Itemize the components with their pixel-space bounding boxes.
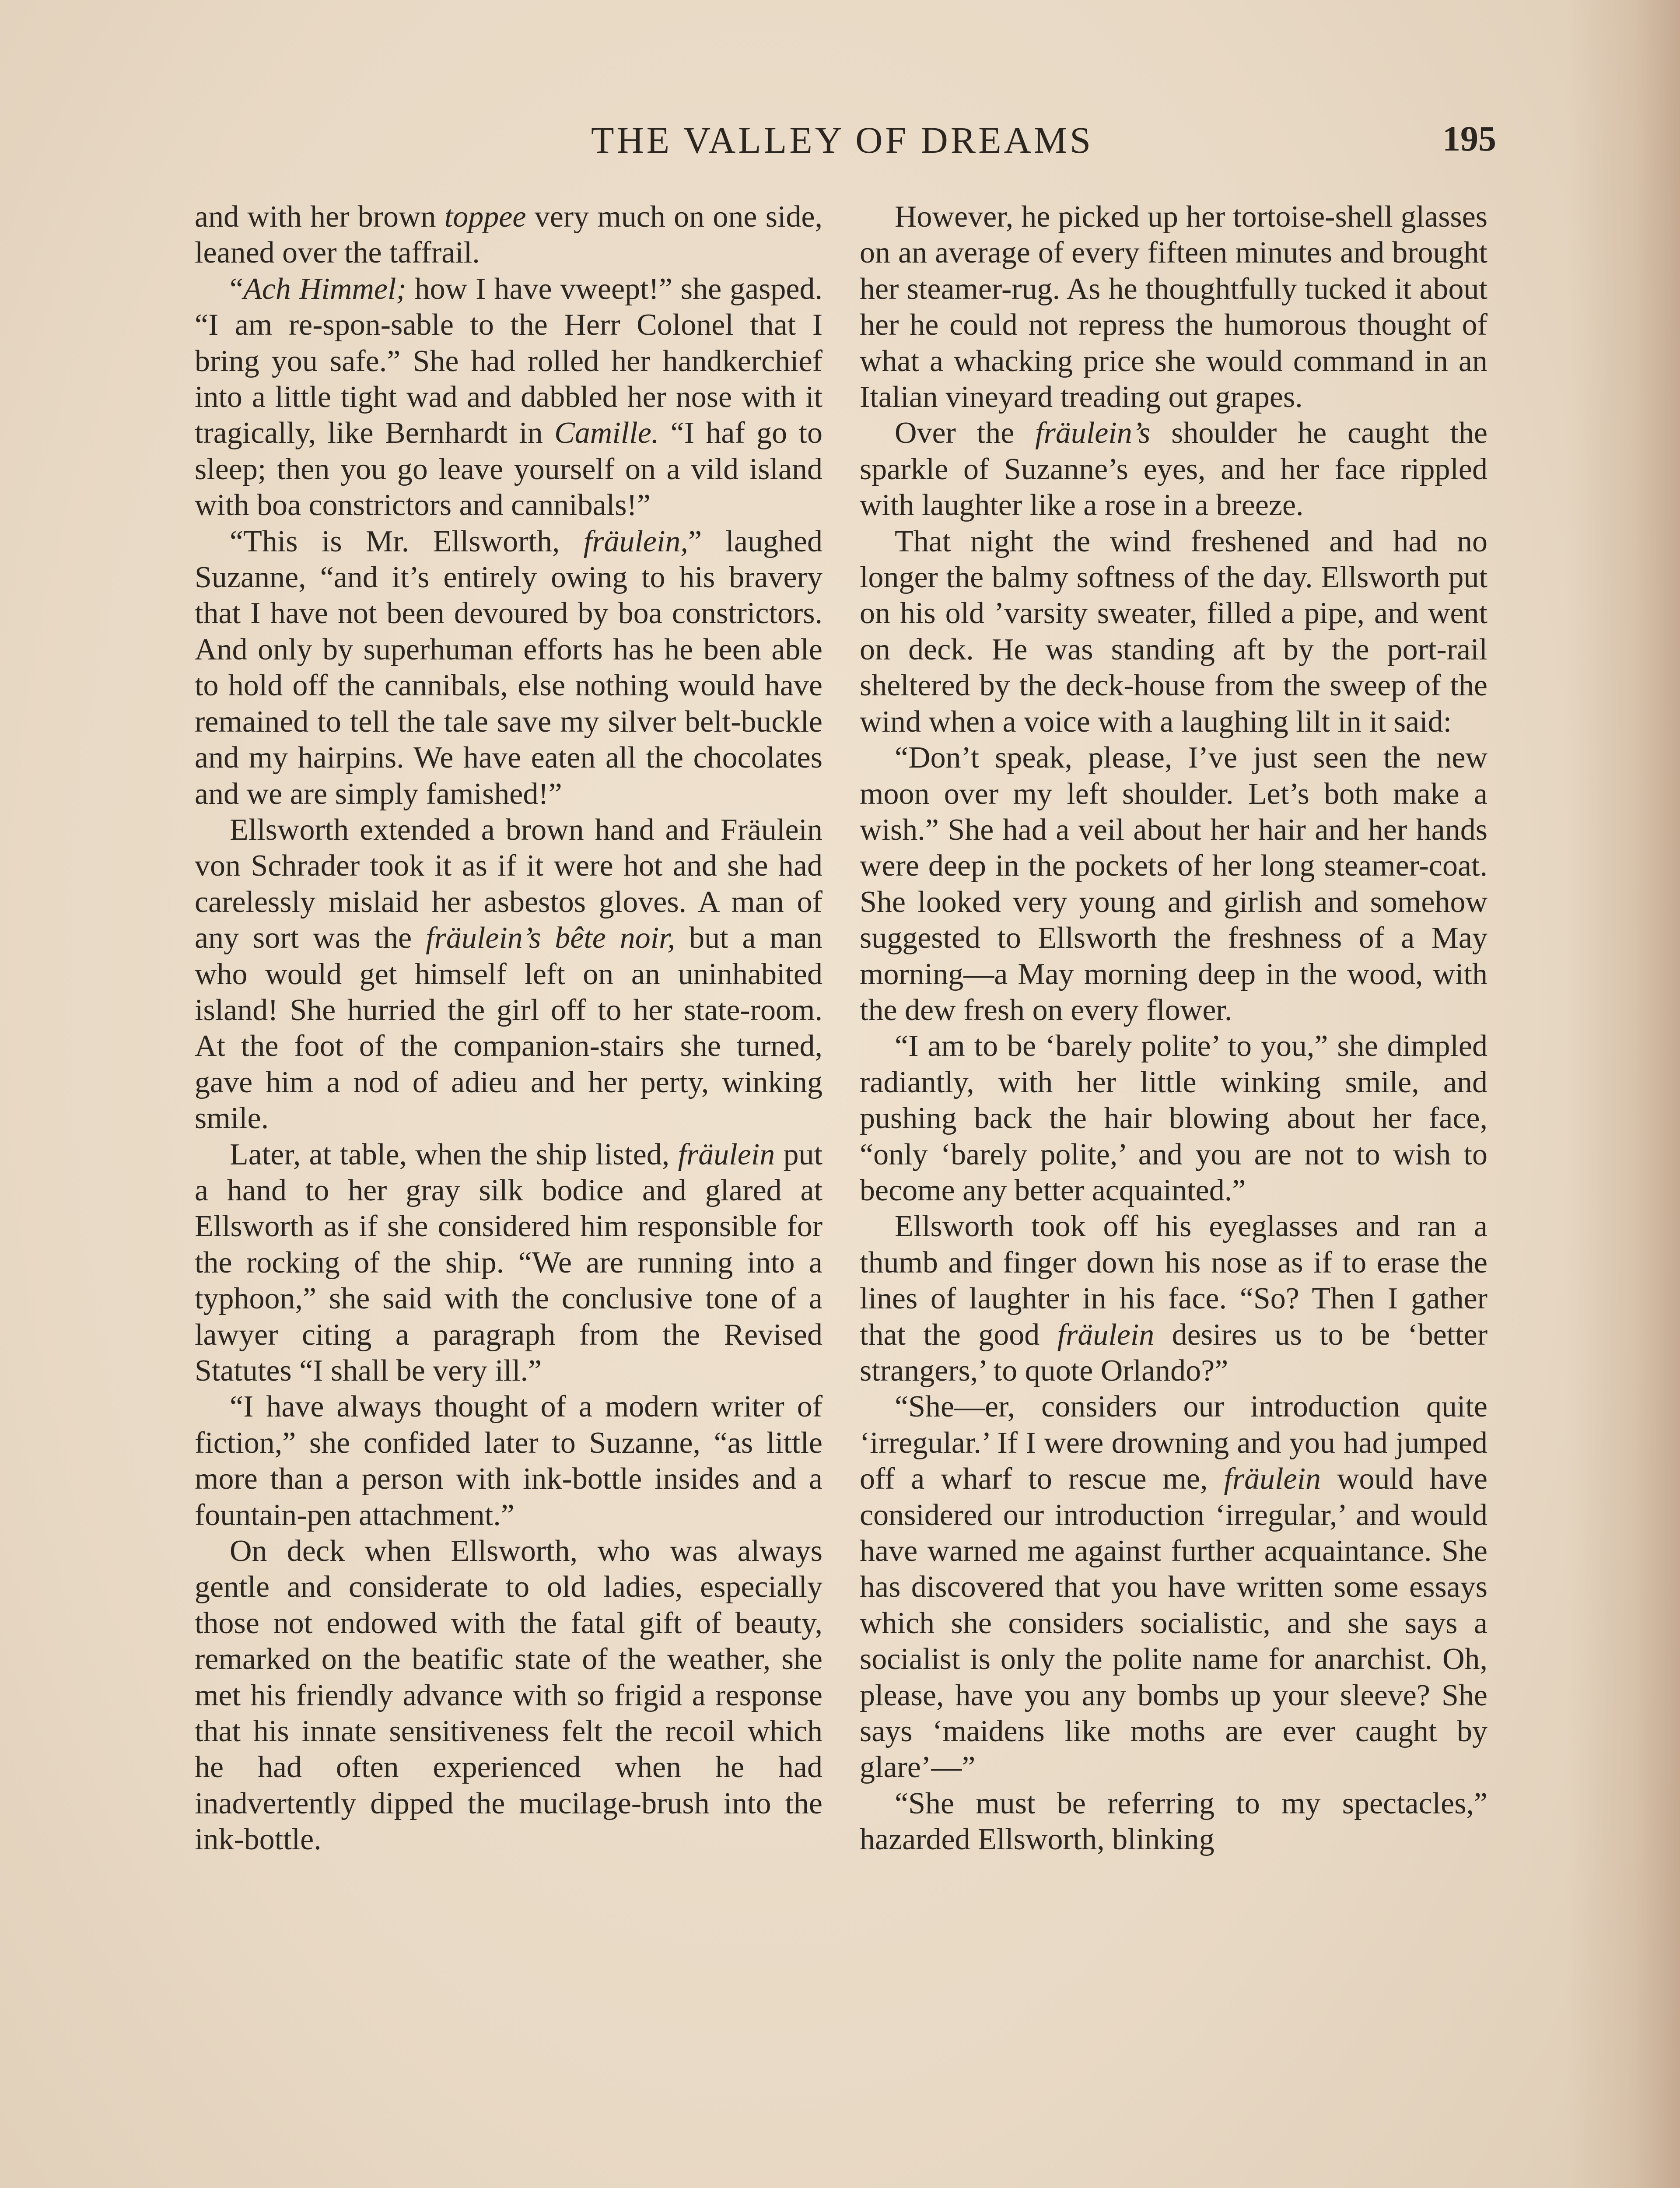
paragraph: Over the fräulein’s shoulder he caught the sparkle of Suzanne’s eyes, and her face rippled with laughter like a rose in a breeze. — [860, 416, 1488, 522]
page-edge-shadow — [1566, 0, 1680, 2188]
italic-text: fräulein — [1224, 1462, 1321, 1496]
italic-text: toppee — [444, 200, 526, 234]
paragraph: “Don’t speak, please, I’ve just seen the new moon over my left shoulder. Let’s both make a wish.” She had a veil about her hair and her hands were deep in the pockets of her long steamer-coat. She looked very young and girlish and somehow suggested to Ellsworth the freshness of a May morning—a May morning deep in the wood, with the dew fresh on every flower. — [860, 741, 1488, 1027]
italic-text: Camille. — [554, 416, 659, 450]
left-column — [195, 199, 822, 1858]
paragraph: Ellsworth extended a brown hand and Fräulein von Schrader took it as if it were hot and she had carelessly mislaid her asbestos gloves. A man of any sort was the fräulein’s bête noir, but a man who would get himself left on an uninhabited island! She hurried the girl off to her state-room. At the foot of the companion-stairs she turned, gave him a nod of adieu and her perty, winking smile. — [195, 813, 822, 1136]
paragraph: On deck when Ellsworth, who was always gentle and considerate to old ladies, especially those not endowed with the fatal gift of beauty, remarked on the beatific state of the weather, she met his friendly advance with so frigid a response that his innate sensitiveness felt the recoil which he had often experienced when he had inadvertently dipped the mucilage-brush into the ink-bottle. — [195, 1534, 822, 1857]
italic-text: Ach Himmel; — [243, 272, 406, 306]
italic-text: fräulein, — [583, 524, 688, 558]
paragraph: That night the wind freshened and had no longer the balmy softness of the day. Ellsworth put on his old ’varsity sweater, filled a pipe, and went on deck. He was standing aft by the port-rail sheltered by the deck-house from the sweep of the wind when a voice with a laughing lilt in it said: — [860, 524, 1488, 739]
paragraph: “She—er, considers our introduction quite ‘irregular.’ If I were drowning and you had jumped off a wharf to rescue me, fräulein would have considered our introduction ‘irregular,’ and would have warned me against further acquaintance. She has discovered that you have written some essays which she considers socialistic, and she says a socialist is only the polite name for anarchist. Oh, please, have you any bombs up your sleeve? She says ‘maidens like moths are ever caught by glare’—” — [860, 1390, 1488, 1785]
paragraph: Ellsworth took off his eyeglasses and ran a thumb and finger down his nose as if to erase the lines of laughter in his face. “So? Then I gather that the good fräulein desires us to be ‘better strangers,’ to quote Orlando?” — [860, 1210, 1488, 1388]
paragraph: However, he picked up her tortoise-shell glasses on an average of every fifteen minutes and brought her steamer-rug. As he thoughtfully tucked it about her he could not repress the humorous thought of what a whacking price she would command in an Italian vineyard treading out grapes. — [860, 200, 1488, 414]
italic-text: fräulein’s bête noir, — [426, 921, 676, 955]
paragraph: “I have always thought of a modern writer of fiction,” she confided later to Suzanne, “as little more than a person with ink-bottle insides and a fountain-pen attachment.” — [195, 1390, 822, 1532]
right-column — [860, 199, 1488, 1858]
paragraph: “This is Mr. Ellsworth, fräulein,” laughed Suzanne, “and it’s entirely owing to his bravery that I have not been devoured by boa constrictors. And only by superhuman efforts has he been able to hold off the cannibals, else nothing would have remained to tell the tale save my silver belt-buckle and my hairpins. We have eaten all the chocolates and we are simply famished!” — [195, 524, 823, 811]
paragraph: and with her brown toppee very much on one side, leaned over the taffrail. — [195, 200, 822, 270]
paragraph: Later, at table, when the ship listed, fräulein put a hand to her gray silk bodice and glared at Ellsworth as if she considered him responsible for the rocking of the ship. “We are running into a typhoon,” she said with the conclusive tone of a lawyer citing a paragraph from the Revised Statutes “I shall be very ill.” — [195, 1137, 822, 1388]
paragraph: “Ach Himmel; how I have vweept!” she gasped. “I am re-spon-sable to the Herr Colonel that I bring you safe.” She had rolled her handkerchief into a little tight wad and dabbled her nose with it tragically, like Bernhardt in Camille. “I haf go to sleep; then you go leave yourself on a vild island with boa constrictors and cannibals!” — [195, 272, 822, 522]
running-title: THE VALLEY OF DREAMS — [591, 119, 1094, 161]
paragraph: “She must be referring to my spectacles,” hazarded Ellsworth, blinking — [860, 1786, 1488, 1857]
italic-text: fräulein — [678, 1137, 775, 1171]
page-number: 195 — [1442, 119, 1496, 158]
italic-text: fräulein — [1057, 1318, 1155, 1352]
paragraph: “I am to be ‘barely polite’ to you,” she dimpled radiantly, with her little winking smile, and pushing back the hair blowing about her face, “only ‘barely polite,’ and you are not to wish to become any better acquainted.” — [860, 1029, 1488, 1207]
italic-text: fräulein’s — [1035, 416, 1151, 450]
page-header — [188, 118, 1496, 171]
